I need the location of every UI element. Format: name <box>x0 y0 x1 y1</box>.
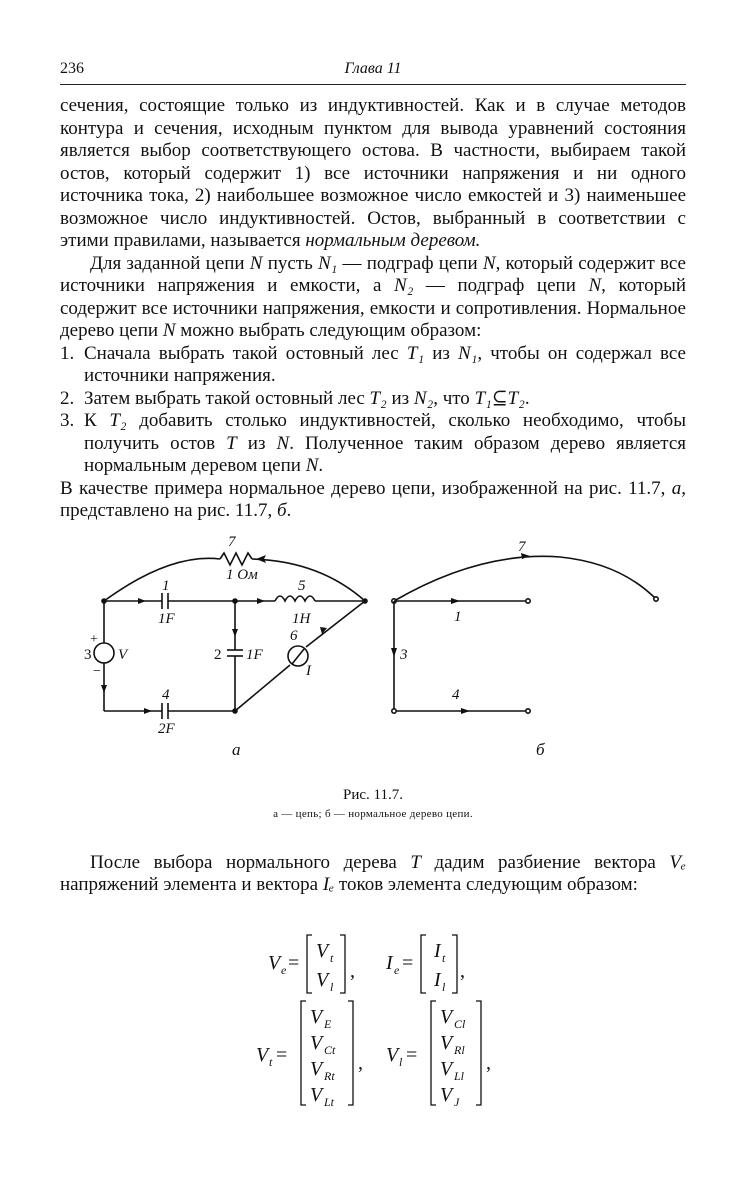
svg-text:V: V <box>310 1005 323 1028</box>
svg-text:I: I <box>386 951 393 974</box>
svg-text:V: V <box>316 939 329 962</box>
tree-label-1: 1 <box>454 608 462 625</box>
svg-text:V: V <box>310 1031 323 1054</box>
paragraph-1-text: сечения, состоящие только из индуктивностей. Как и в случае методов контура и сечения, исходным пунктом для вывода уравнений состояния является выбор соответствующего остова. В частности, выбираем такой остов, который содержит 1) все источники напряжения и ни одного источника тока, 2) наибольшее возможное число емкостей и 3) наименьшее возможное число индуктивностей. Остов, выбранный в соответствии с этими правилами, называется <box>60 95 686 251</box>
paragraph-1 <box>60 95 686 253</box>
equations <box>60 911 686 1109</box>
svg-text:,: , <box>358 1051 363 1074</box>
svg-text:Rl: Rl <box>454 1042 465 1057</box>
label-1ohm: 1 Ом <box>226 566 258 583</box>
label-1: 1 <box>162 577 170 594</box>
svg-text:V: V <box>310 1083 323 1106</box>
eq-vt <box>256 1001 491 1109</box>
page <box>60 58 687 1109</box>
svg-text:V: V <box>440 1083 453 1106</box>
label-2f: 2F <box>158 720 175 737</box>
chapter-title: Глава 11 <box>344 60 402 77</box>
tree-label-3: 3 <box>400 646 408 663</box>
label-1f-top: 1F <box>158 610 175 627</box>
body-text-after <box>60 852 686 897</box>
svg-text:=: = <box>402 951 414 974</box>
paragraph-2: Для заданной цепи N пусть N₁ — подграф цепи N, который содержит все источники напряжения и емкости, а N₂ — подграф цепи N, который содержит все источники напряжения, емкости и сопротивления. Нормальное дерево цепи N можно выбрать следующим образом: <box>60 252 687 341</box>
svg-text:J: J <box>454 1094 460 1109</box>
body-text <box>60 95 686 523</box>
list-item: 3. К T₂ добавить столько индуктивностей, сколько необходимо, чтобы получить остов T из N. Полученное таким образом дерево является нормальным деревом цепи N. <box>60 410 686 476</box>
label-plus: + <box>90 631 98 647</box>
svg-text:,: , <box>350 959 355 982</box>
eq-ve <box>268 935 465 994</box>
svg-text:Cl: Cl <box>454 1016 466 1031</box>
svg-text:V: V <box>440 1057 453 1080</box>
svg-text:=: = <box>288 951 300 974</box>
svg-text:l: l <box>399 1054 403 1069</box>
svg-text:l: l <box>442 979 446 994</box>
svg-text:V: V <box>310 1057 323 1080</box>
label-5: 5 <box>298 577 306 594</box>
svg-text:e: e <box>394 962 400 977</box>
svg-text:Rt: Rt <box>324 1068 335 1083</box>
svg-text:I: I <box>434 939 441 962</box>
tree-label-4: 4 <box>452 686 460 703</box>
svg-text:V: V <box>440 1031 453 1054</box>
label-v: V <box>118 646 128 663</box>
label-3: 3 <box>84 646 92 663</box>
page-header <box>60 58 686 85</box>
svg-text:E: E <box>324 1016 332 1031</box>
figure-a-label: а <box>232 739 241 759</box>
label-4: 4 <box>162 686 170 703</box>
svg-text:l: l <box>330 979 334 994</box>
svg-text:I: I <box>434 968 441 991</box>
svg-text:Lt: Lt <box>324 1094 335 1109</box>
svg-text:=: = <box>406 1043 418 1066</box>
svg-text:Ct: Ct <box>324 1042 336 1057</box>
svg-text:V: V <box>440 1005 453 1028</box>
svg-text:,: , <box>486 1051 491 1074</box>
label-2: 2 <box>214 646 222 663</box>
svg-text:V: V <box>268 951 281 974</box>
label-7: 7 <box>228 533 236 550</box>
label-1f-mid: 1F <box>246 646 263 663</box>
svg-text:e: e <box>281 962 287 977</box>
label-6: 6 <box>290 627 298 644</box>
svg-text:=: = <box>276 1043 288 1066</box>
svg-text:Ll: Ll <box>454 1068 465 1083</box>
svg-text:t: t <box>269 1054 273 1069</box>
svg-text:V: V <box>316 968 329 991</box>
paragraph-4: После выбора нормального дерева T дадим разбиение вектора Vₑ напряжений элемента и вектора Iₑ токов элемента следующим образом: <box>60 851 686 895</box>
term-normal-tree: нормальным деревом. <box>305 230 481 251</box>
svg-text:V: V <box>256 1043 269 1066</box>
svg-text:,: , <box>460 959 465 982</box>
resistor-7 <box>220 553 252 565</box>
paragraph-3: В качестве примера нормальное дерево цепи, изображенной на рис. 11.7, а, представлено на рис. 11.7, б. <box>60 477 686 521</box>
inductor-5 <box>275 596 315 601</box>
svg-text:t: t <box>442 950 446 965</box>
list-item: 1. Сначала выбрать такой остовный лес T₁ из N₁, чтобы он содержал все источники напряжения. <box>60 342 686 386</box>
label-1h: 1H <box>292 610 311 627</box>
list-item: 2. Затем выбрать такой остовный лес T₂ из N₂, что T₁⊆T₂. <box>60 387 530 409</box>
svg-text:V: V <box>386 1043 399 1066</box>
tree-label-7: 7 <box>518 538 526 555</box>
page-number: 236 <box>60 60 84 77</box>
normal-tree-diagram <box>391 553 658 714</box>
figure-11-7 <box>60 533 686 783</box>
svg-text:t: t <box>330 950 334 965</box>
figure-subcaption: а — цепь; б — нормальное дерево цепи. <box>273 807 473 820</box>
label-minus: − <box>93 663 101 679</box>
figure-caption: Рис. 11.7. <box>343 786 403 803</box>
figure-b-label: б <box>536 739 545 759</box>
label-i: I <box>306 662 311 679</box>
